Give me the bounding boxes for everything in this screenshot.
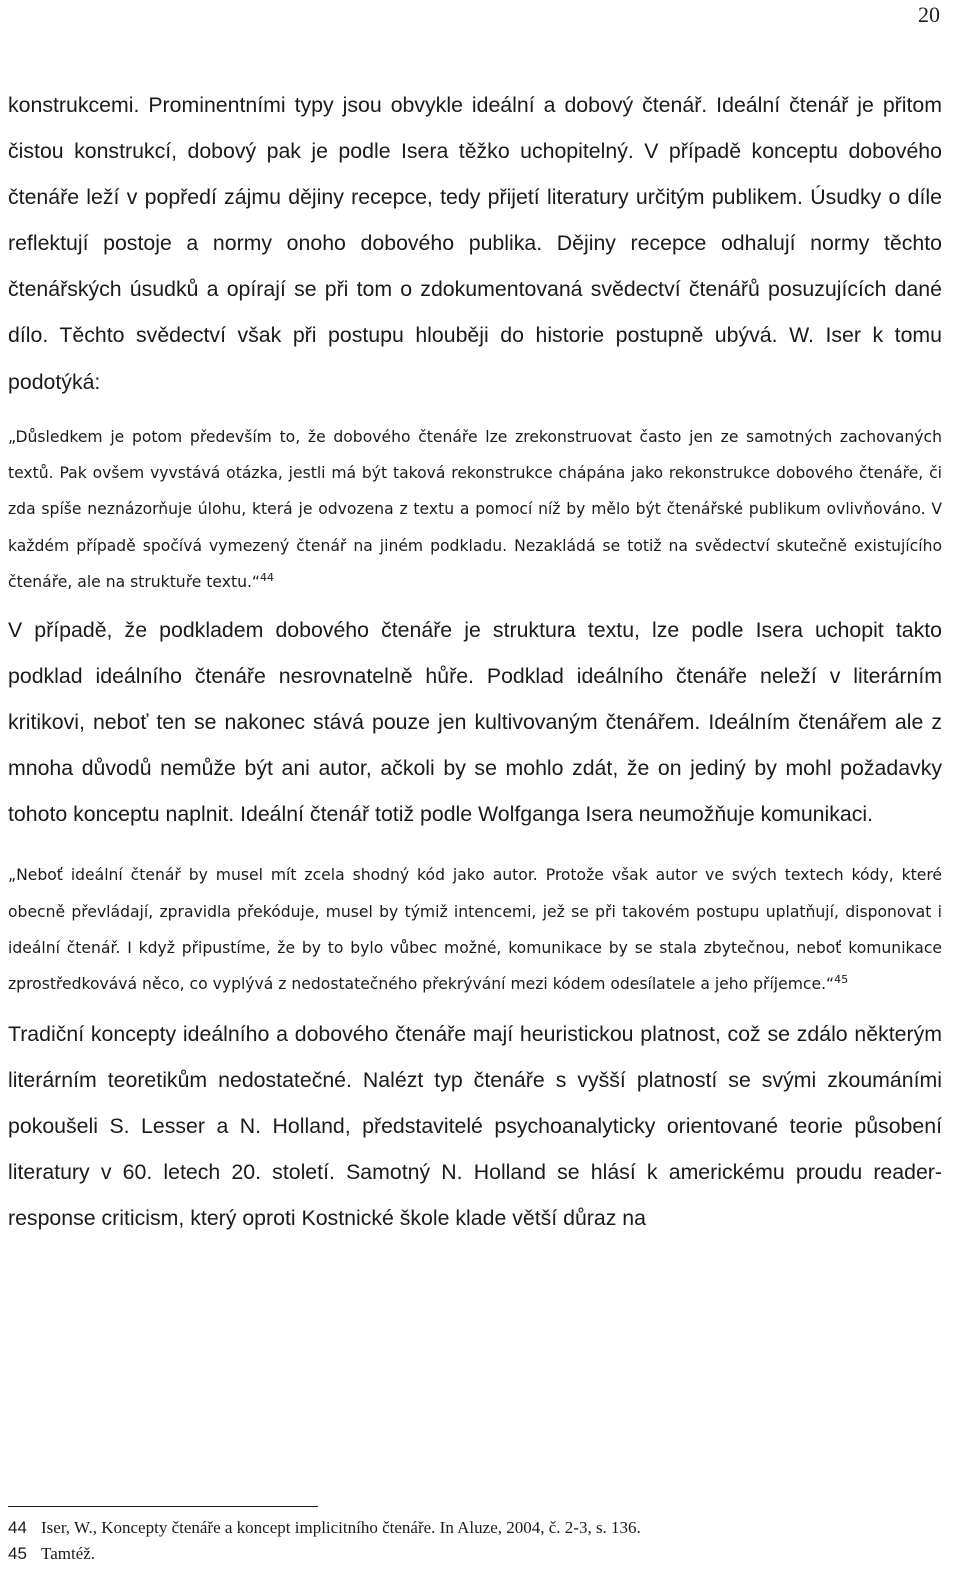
paragraph-1: konstrukcemi. Prominentními typy jsou obvykle ideální a dobový čtenář. Ideální čtenář je přitom čistou konstrukcí, dobový pak je podle Isera těžko uchopitelný. V případě konceptu dobového čtenáře leží v popředí zájmu dějiny recepce, tedy přijetí literatury určitým publikem. Úsudky o díle reflektují postoje a normy onoho dobového publika. Dějiny recepce odhalují normy těchto čtenářských úsudků a opírají se při tom o zdokumentovaná svědectví čtenářů posuzujících dané dílo. Těchto svědectví však při postupu hlouběji do historie postupně ubývá. W. Iser k tomu podotýká: bbox=[8, 93, 942, 394]
block-quote-2 bbox=[8, 857, 942, 1003]
paragraph-3: Tradiční koncepty ideálního a dobového čtenáře mají heuristickou platnost, což se zdálo některým literárním teoretikům nedostatečné. Nalézt typ čtenáře s vyšší platností se svými zkoumáními pokoušeli S. Lesser a N. Holland, představitelé psychoanalyticky orientované teorie působení literatury v 60. letech 20. století. Samotný N. Holland se hlásí k americkému proudu reader-response criticism, který oproti Kostnické škole klade větší důraz na bbox=[8, 1021, 942, 1231]
page-body bbox=[8, 82, 942, 1241]
paragraph-2: V případě, že podkladem dobového čtenáře je struktura textu, lze podle Isera uchopit takto podklad ideálního čtenáře nesrovnatelně hůře. Podklad ideálního čtenáře neleží v literárním kritikovi, neboť ten se nakonec stává pouze jen kultivovaným čtenářem. Ideálním čtenářem ale z mnoha důvodů nemůže být ani autor, ačkoli by se mohlo zdát, že on jediný by mohl požadavky tohoto konceptu naplnit. Ideální čtenář totiž podle Wolfganga Isera neumožňuje komunikaci. bbox=[8, 617, 942, 827]
block-quote-1-text: „Důsledkem je potom především to, že dobového čtenáře lze zrekonstruovat často jen ze samotných zachovaných textů. Pak ovšem vyvstává otázka, jestli má být taková rekonstrukce chápána jako rekonstrukce dobového čtenáře, či zda spíše neznázorňuje úlohu, která je odvozena z textu a pomocí níž by mělo být čtenářské publikum ovlivňováno. V každém případě spočívá vymezený čtenář na jiném podkladu. Nezakládá se totiž na svědectví skutečně existujícího čtenáře, ale na struktuře textu.“ bbox=[8, 427, 942, 592]
block-quote-2-text: „Neboť ideální čtenář by musel mít zcela shodný kód jako autor. Protože však autor ve svých textech kódy, které obecně převládají, zpravidla překóduje, musel by týmiž intencemi, jež se při takovém postupu uplatňují, disponovat i ideální čtenář. I když připustíme, že by to bylo vůbec možné, komunikace by se stala zbytečnou, neboť komunikace zprostředkovává něco, co vyplývá z nedostatečného překrývání mezi kódem odesílatele a jeho příjemce.“ bbox=[8, 866, 942, 994]
footnote-number: 44 bbox=[8, 1518, 27, 1537]
footnote-ref-45: 45 bbox=[834, 973, 849, 987]
footnote-text: Iser, W., Koncepty čtenáře a koncept implicitního čtenáře. In Aluze, 2004, č. 2-3, s. 136. bbox=[41, 1518, 641, 1537]
footnote-ref-44: 44 bbox=[260, 571, 275, 585]
footnote-44 bbox=[8, 1515, 942, 1541]
page-number: 20 bbox=[918, 2, 940, 27]
footnote-text: Tamtéž. bbox=[41, 1544, 96, 1563]
footnote-divider bbox=[8, 1506, 318, 1507]
footnote-45 bbox=[8, 1541, 942, 1567]
footnotes bbox=[8, 1515, 942, 1567]
block-quote-1 bbox=[8, 419, 942, 601]
footnote-number: 45 bbox=[8, 1544, 27, 1563]
